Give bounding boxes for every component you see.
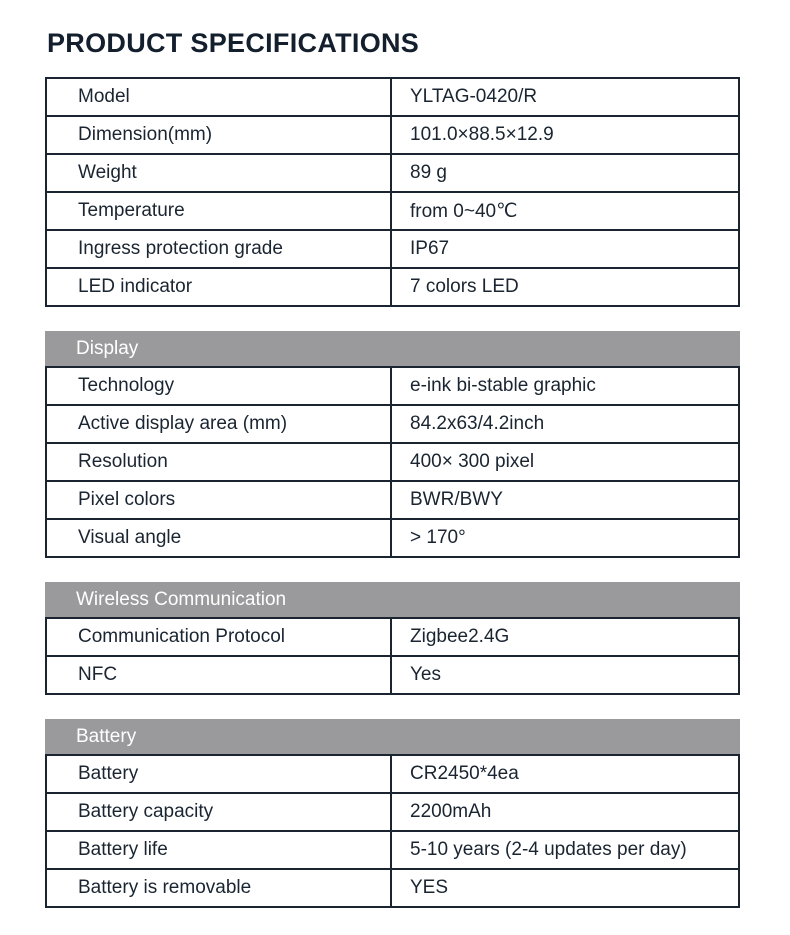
spec-value: 7 colors LED	[391, 268, 739, 306]
table-row	[46, 116, 739, 154]
spec-value: 400× 300 pixel	[391, 443, 739, 481]
spec-value: > 170°	[391, 519, 739, 557]
spec-value: BWR/BWY	[391, 481, 739, 519]
table-row	[46, 519, 739, 557]
spec-value: 89 g	[391, 154, 739, 192]
table-row	[46, 793, 739, 831]
spec-value: 2200mAh	[391, 793, 739, 831]
spec-label: LED indicator	[46, 268, 391, 306]
table-row	[46, 192, 739, 230]
spec-label: Active display area (mm)	[46, 405, 391, 443]
spec-label: Communication Protocol	[46, 618, 391, 656]
spec-value: YLTAG-0420/R	[391, 78, 739, 116]
spec-label: Technology	[46, 367, 391, 405]
table-row	[46, 154, 739, 192]
table-row	[46, 230, 739, 268]
spec-table-body	[46, 78, 739, 306]
table-row	[46, 405, 739, 443]
spec-value: CR2450*4ea	[391, 755, 739, 793]
spec-value: 5-10 years (2-4 updates per day)	[391, 831, 739, 869]
table-row	[46, 481, 739, 519]
spec-value: e-ink bi-stable graphic	[391, 367, 739, 405]
spec-table-body	[46, 618, 739, 694]
spec-table	[45, 366, 740, 558]
spec-label: Resolution	[46, 443, 391, 481]
spec-label: Visual angle	[46, 519, 391, 557]
table-row	[46, 831, 739, 869]
table-row	[46, 755, 739, 793]
spec-label: Model	[46, 78, 391, 116]
spec-label: NFC	[46, 656, 391, 694]
spec-label: Dimension(mm)	[46, 116, 391, 154]
spec-table-body	[46, 367, 739, 557]
section-header: Display	[45, 331, 740, 366]
spec-label: Weight	[46, 154, 391, 192]
table-row	[46, 656, 739, 694]
spec-section	[45, 719, 740, 908]
spec-section	[45, 582, 740, 695]
section-header: Wireless Communication	[45, 582, 740, 617]
spec-table-body	[46, 755, 739, 907]
spec-label: Battery capacity	[46, 793, 391, 831]
table-row	[46, 618, 739, 656]
spec-label: Battery life	[46, 831, 391, 869]
spec-value: Yes	[391, 656, 739, 694]
section-header: Battery	[45, 719, 740, 754]
spec-table	[45, 617, 740, 695]
spec-section	[45, 77, 740, 307]
table-row	[46, 78, 739, 116]
spec-value: IP67	[391, 230, 739, 268]
spec-section	[45, 331, 740, 558]
spec-value: YES	[391, 869, 739, 907]
spec-label: Battery	[46, 755, 391, 793]
spec-table	[45, 754, 740, 908]
spec-value: from 0~40℃	[391, 192, 739, 230]
spec-label: Ingress protection grade	[46, 230, 391, 268]
table-row	[46, 367, 739, 405]
table-row	[46, 268, 739, 306]
table-row	[46, 443, 739, 481]
spec-value: 84.2x63/4.2inch	[391, 405, 739, 443]
table-row	[46, 869, 739, 907]
spec-table	[45, 77, 740, 307]
spec-tables	[45, 77, 740, 908]
spec-value: 101.0×88.5×12.9	[391, 116, 739, 154]
spec-label: Battery is removable	[46, 869, 391, 907]
spec-label: Pixel colors	[46, 481, 391, 519]
spec-value: Zigbee2.4G	[391, 618, 739, 656]
page-title: PRODUCT SPECIFICATIONS	[47, 28, 420, 58]
spec-label: Temperature	[46, 192, 391, 230]
